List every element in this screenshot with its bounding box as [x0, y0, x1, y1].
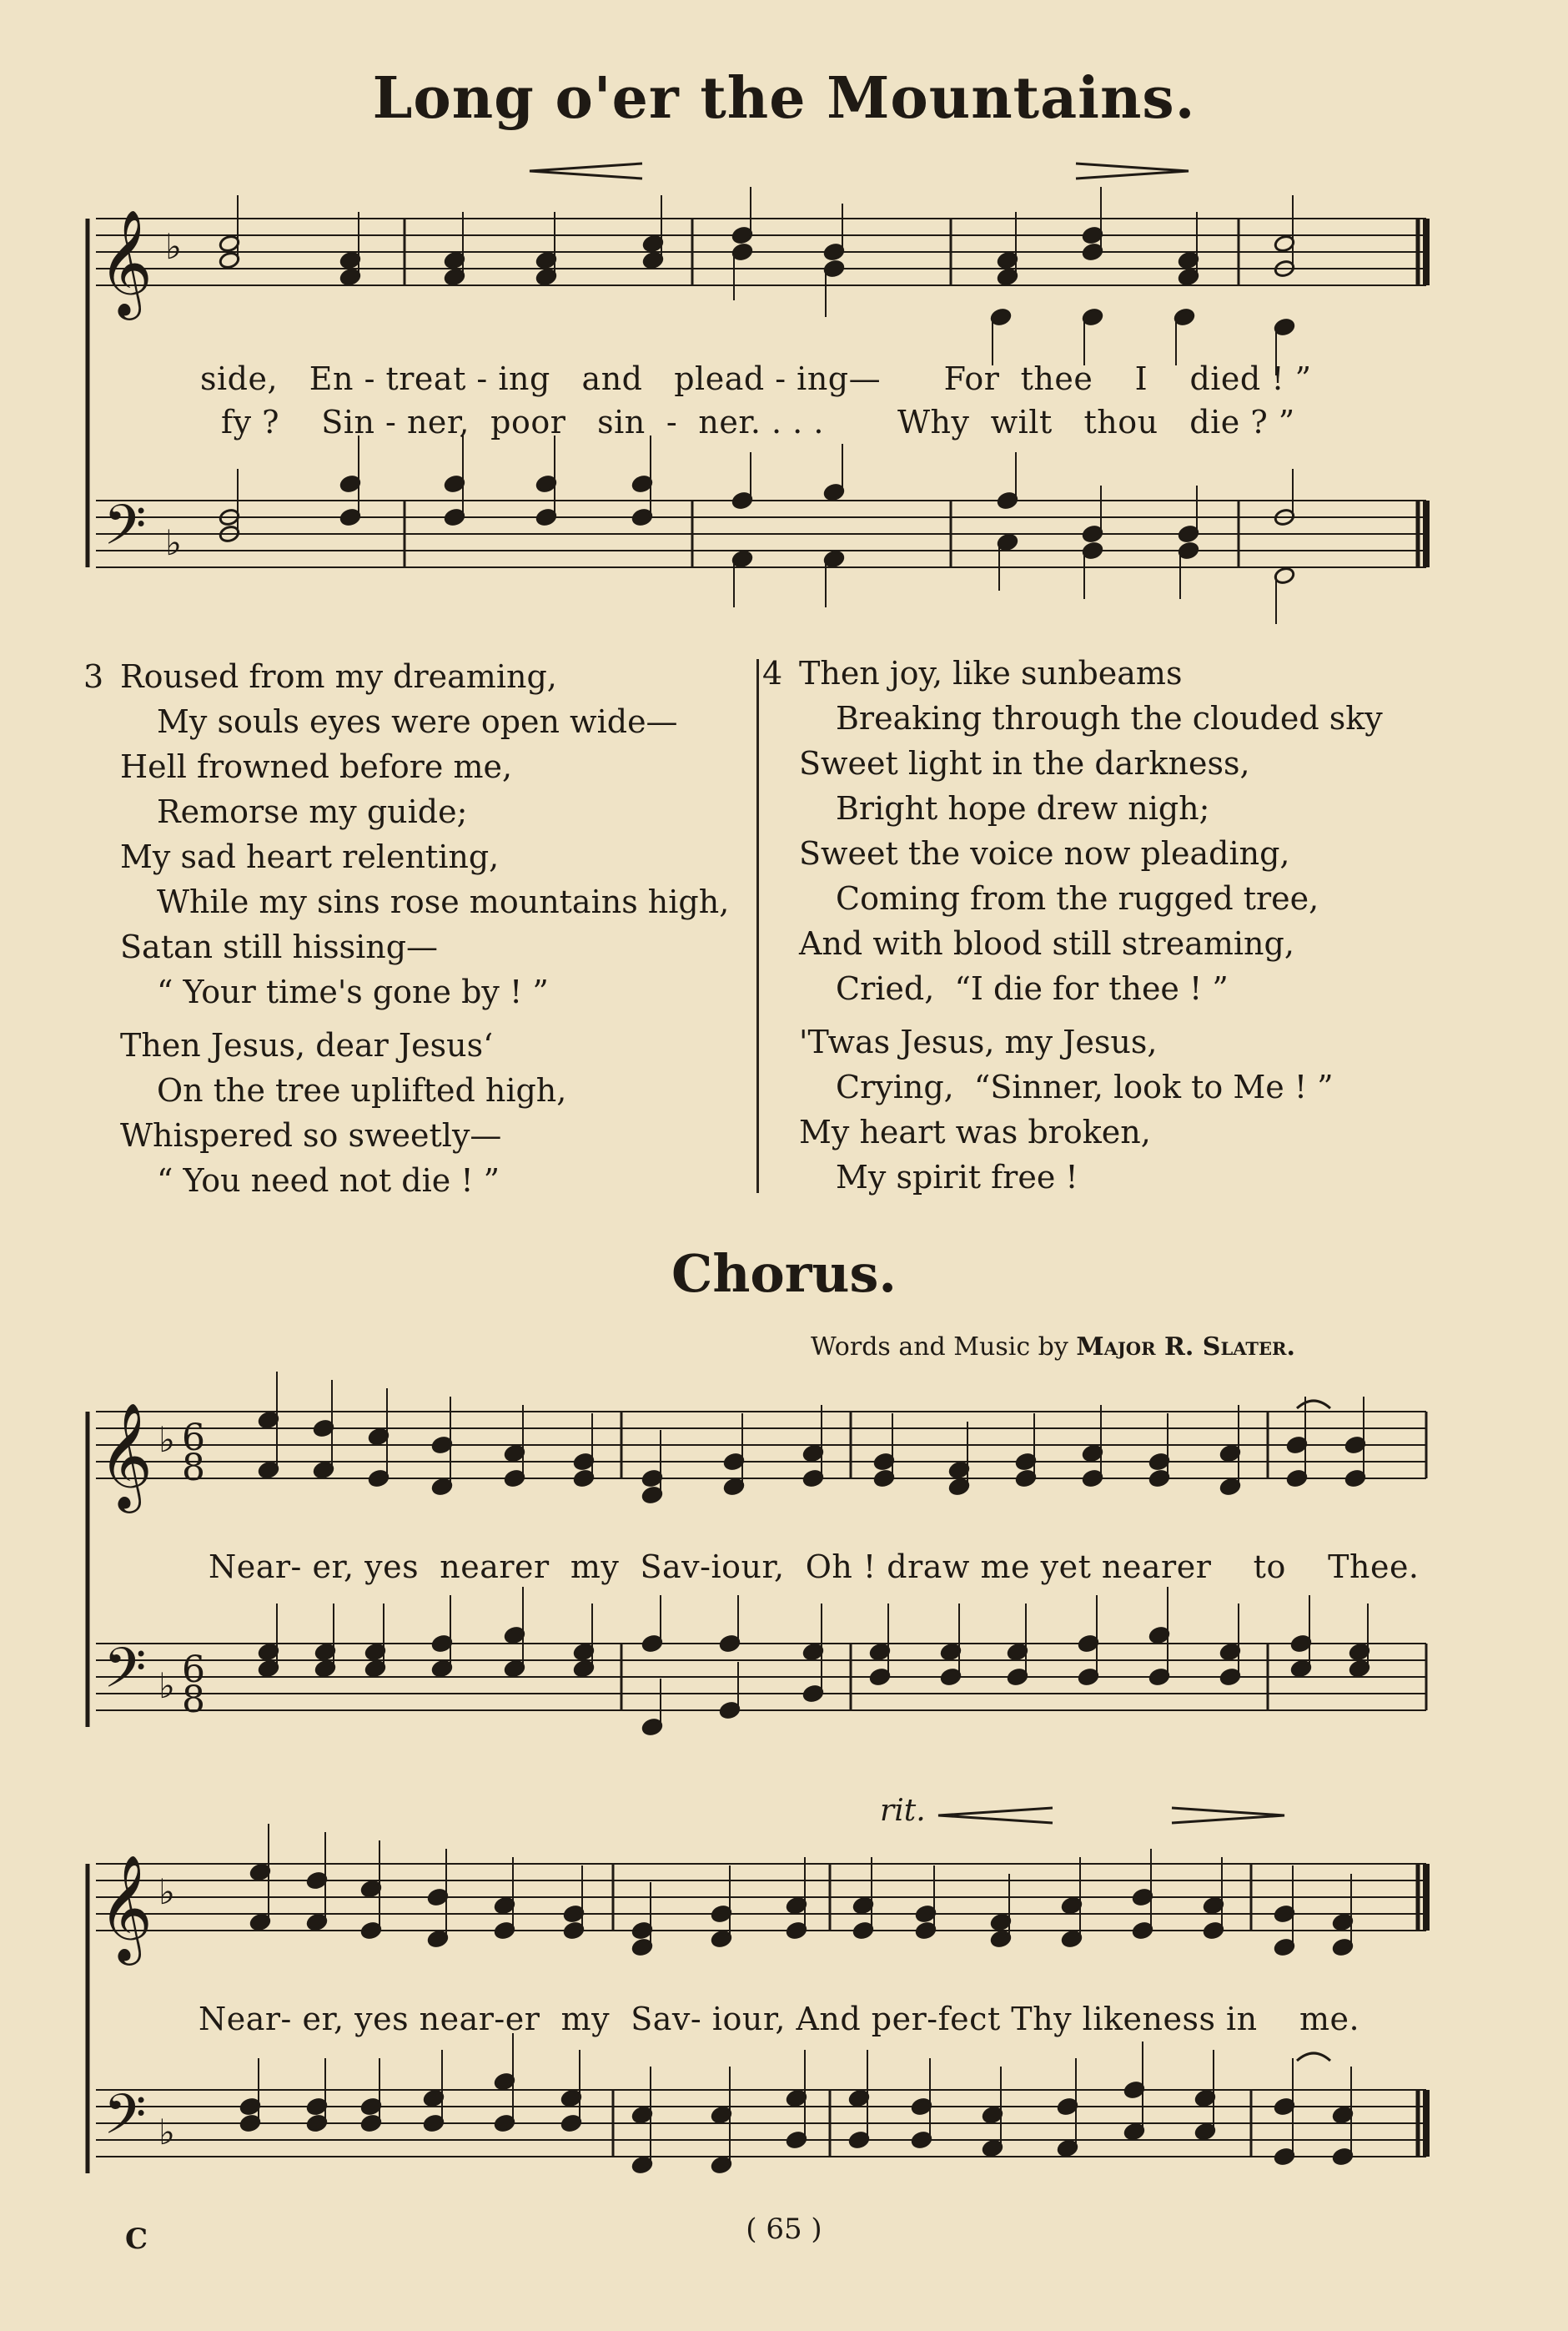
rit-marking: rit. [880, 1794, 926, 1828]
verse-line: Then joy, like sunbeams [799, 655, 1183, 692]
verse-line: My souls eyes were open wide— [157, 703, 678, 740]
bass-clef-icon: 𝄢 [103, 2082, 147, 2160]
flat-icon: ♭ [165, 522, 182, 563]
time-signature-numerator: 6 [182, 1417, 205, 1459]
time-signature-denominator: 8 [182, 1447, 205, 1489]
verse-line: And with blood still streaming, [799, 925, 1294, 962]
verse-line: My sad heart relenting, [120, 838, 500, 875]
flat-icon: ♭ [158, 1871, 175, 1912]
verse-line: Sweet the voice now pleading, [799, 835, 1290, 872]
verse-line: Whispered so sweetly— [120, 1117, 502, 1154]
verse-line: Coming from the rugged tree, [836, 880, 1319, 917]
verse-line: While my sins rose mountains high, [157, 884, 730, 920]
page-number: ( 65 ) [746, 2213, 822, 2246]
verse-line: Then Jesus, dear Jesus‘ [120, 1027, 494, 1064]
fermata-icon [1297, 1401, 1330, 1408]
verse-3 [83, 654, 729, 1203]
chorus-title: Chorus. [671, 1243, 897, 1304]
verse-line: Crying, “Sinner, look to Me ! ” [836, 1069, 1334, 1105]
verse-line: Sweet light in the darkness, [799, 745, 1250, 782]
verse-line: Cried, “I die for thee ! ” [836, 970, 1229, 1007]
verse-line: Breaking through the clouded sky [836, 700, 1383, 737]
verse-line: Roused from my dreaming, [120, 658, 557, 695]
lyric-line-2: fy ? Sin - ner, poor sin - ner. . . . Why wilt thou die ? ” [221, 404, 1295, 441]
credit-prefix: Words and Music by [811, 1332, 1068, 1362]
verse-line: Remorse my guide; [157, 793, 468, 830]
flat-icon: ♭ [158, 1665, 175, 1706]
verse-line: Bright hope drew nigh; [836, 790, 1210, 827]
verse-line: “ Your time's gone by ! ” [157, 974, 549, 1010]
verse-line: “ You need not die ! ” [157, 1162, 500, 1199]
verse-line: Satan still hissing— [120, 929, 439, 965]
credit-line [811, 1332, 1295, 1362]
time-signature-denominator: 8 [182, 1679, 205, 1721]
lyric-line-1: side, En - treat - ing and plead - ing— For thee I died ! ” [200, 360, 1312, 397]
time-signature-numerator: 6 [182, 1649, 205, 1691]
treble-clef-icon: 𝄞 [98, 209, 153, 315]
fermata-icon [1297, 2053, 1330, 2061]
decrescendo-hairpin [1076, 164, 1189, 179]
crescendo-hairpin [530, 164, 642, 179]
chorus-lyric-1: Near- er, yes nearer my Sav-iour, Oh ! draw me yet nearer to Thee. [209, 1548, 1420, 1585]
hymn-title: Long o'er the Mountains. [372, 65, 1196, 132]
credit-name: Major R. Slater. [1076, 1332, 1295, 1362]
verse-divider [756, 659, 759, 1193]
verse-line: On the tree uplifted high, [157, 1072, 567, 1109]
verse-4 [762, 651, 1383, 1200]
flat-icon: ♭ [165, 226, 182, 267]
verse-line: My heart was broken, [799, 1114, 1151, 1150]
flat-icon: ♭ [158, 1419, 175, 1460]
decrescendo-hairpin [1172, 1808, 1284, 1823]
bass-clef-icon: 𝄢 [103, 1636, 147, 1714]
signature-mark: C [125, 2223, 148, 2256]
verse-line: Hell frowned before me, [120, 748, 513, 785]
treble-clef-icon: 𝄞 [98, 1402, 153, 1508]
verse-number: 3 [83, 658, 104, 695]
chorus-lyric-2: Near- er, yes near-er my Sav- iour, And per-fect Thy likeness in me. [199, 2001, 1360, 2037]
verse-number: 4 [762, 655, 783, 692]
verse-line: 'Twas Jesus, my Jesus, [799, 1024, 1158, 1060]
bass-clef-icon: 𝄢 [103, 493, 147, 571]
verse-line: My spirit free ! [836, 1159, 1078, 1196]
treble-clef-icon: 𝄞 [98, 1854, 153, 1961]
crescendo-hairpin [938, 1808, 1053, 1823]
flat-icon: ♭ [158, 2112, 175, 2152]
